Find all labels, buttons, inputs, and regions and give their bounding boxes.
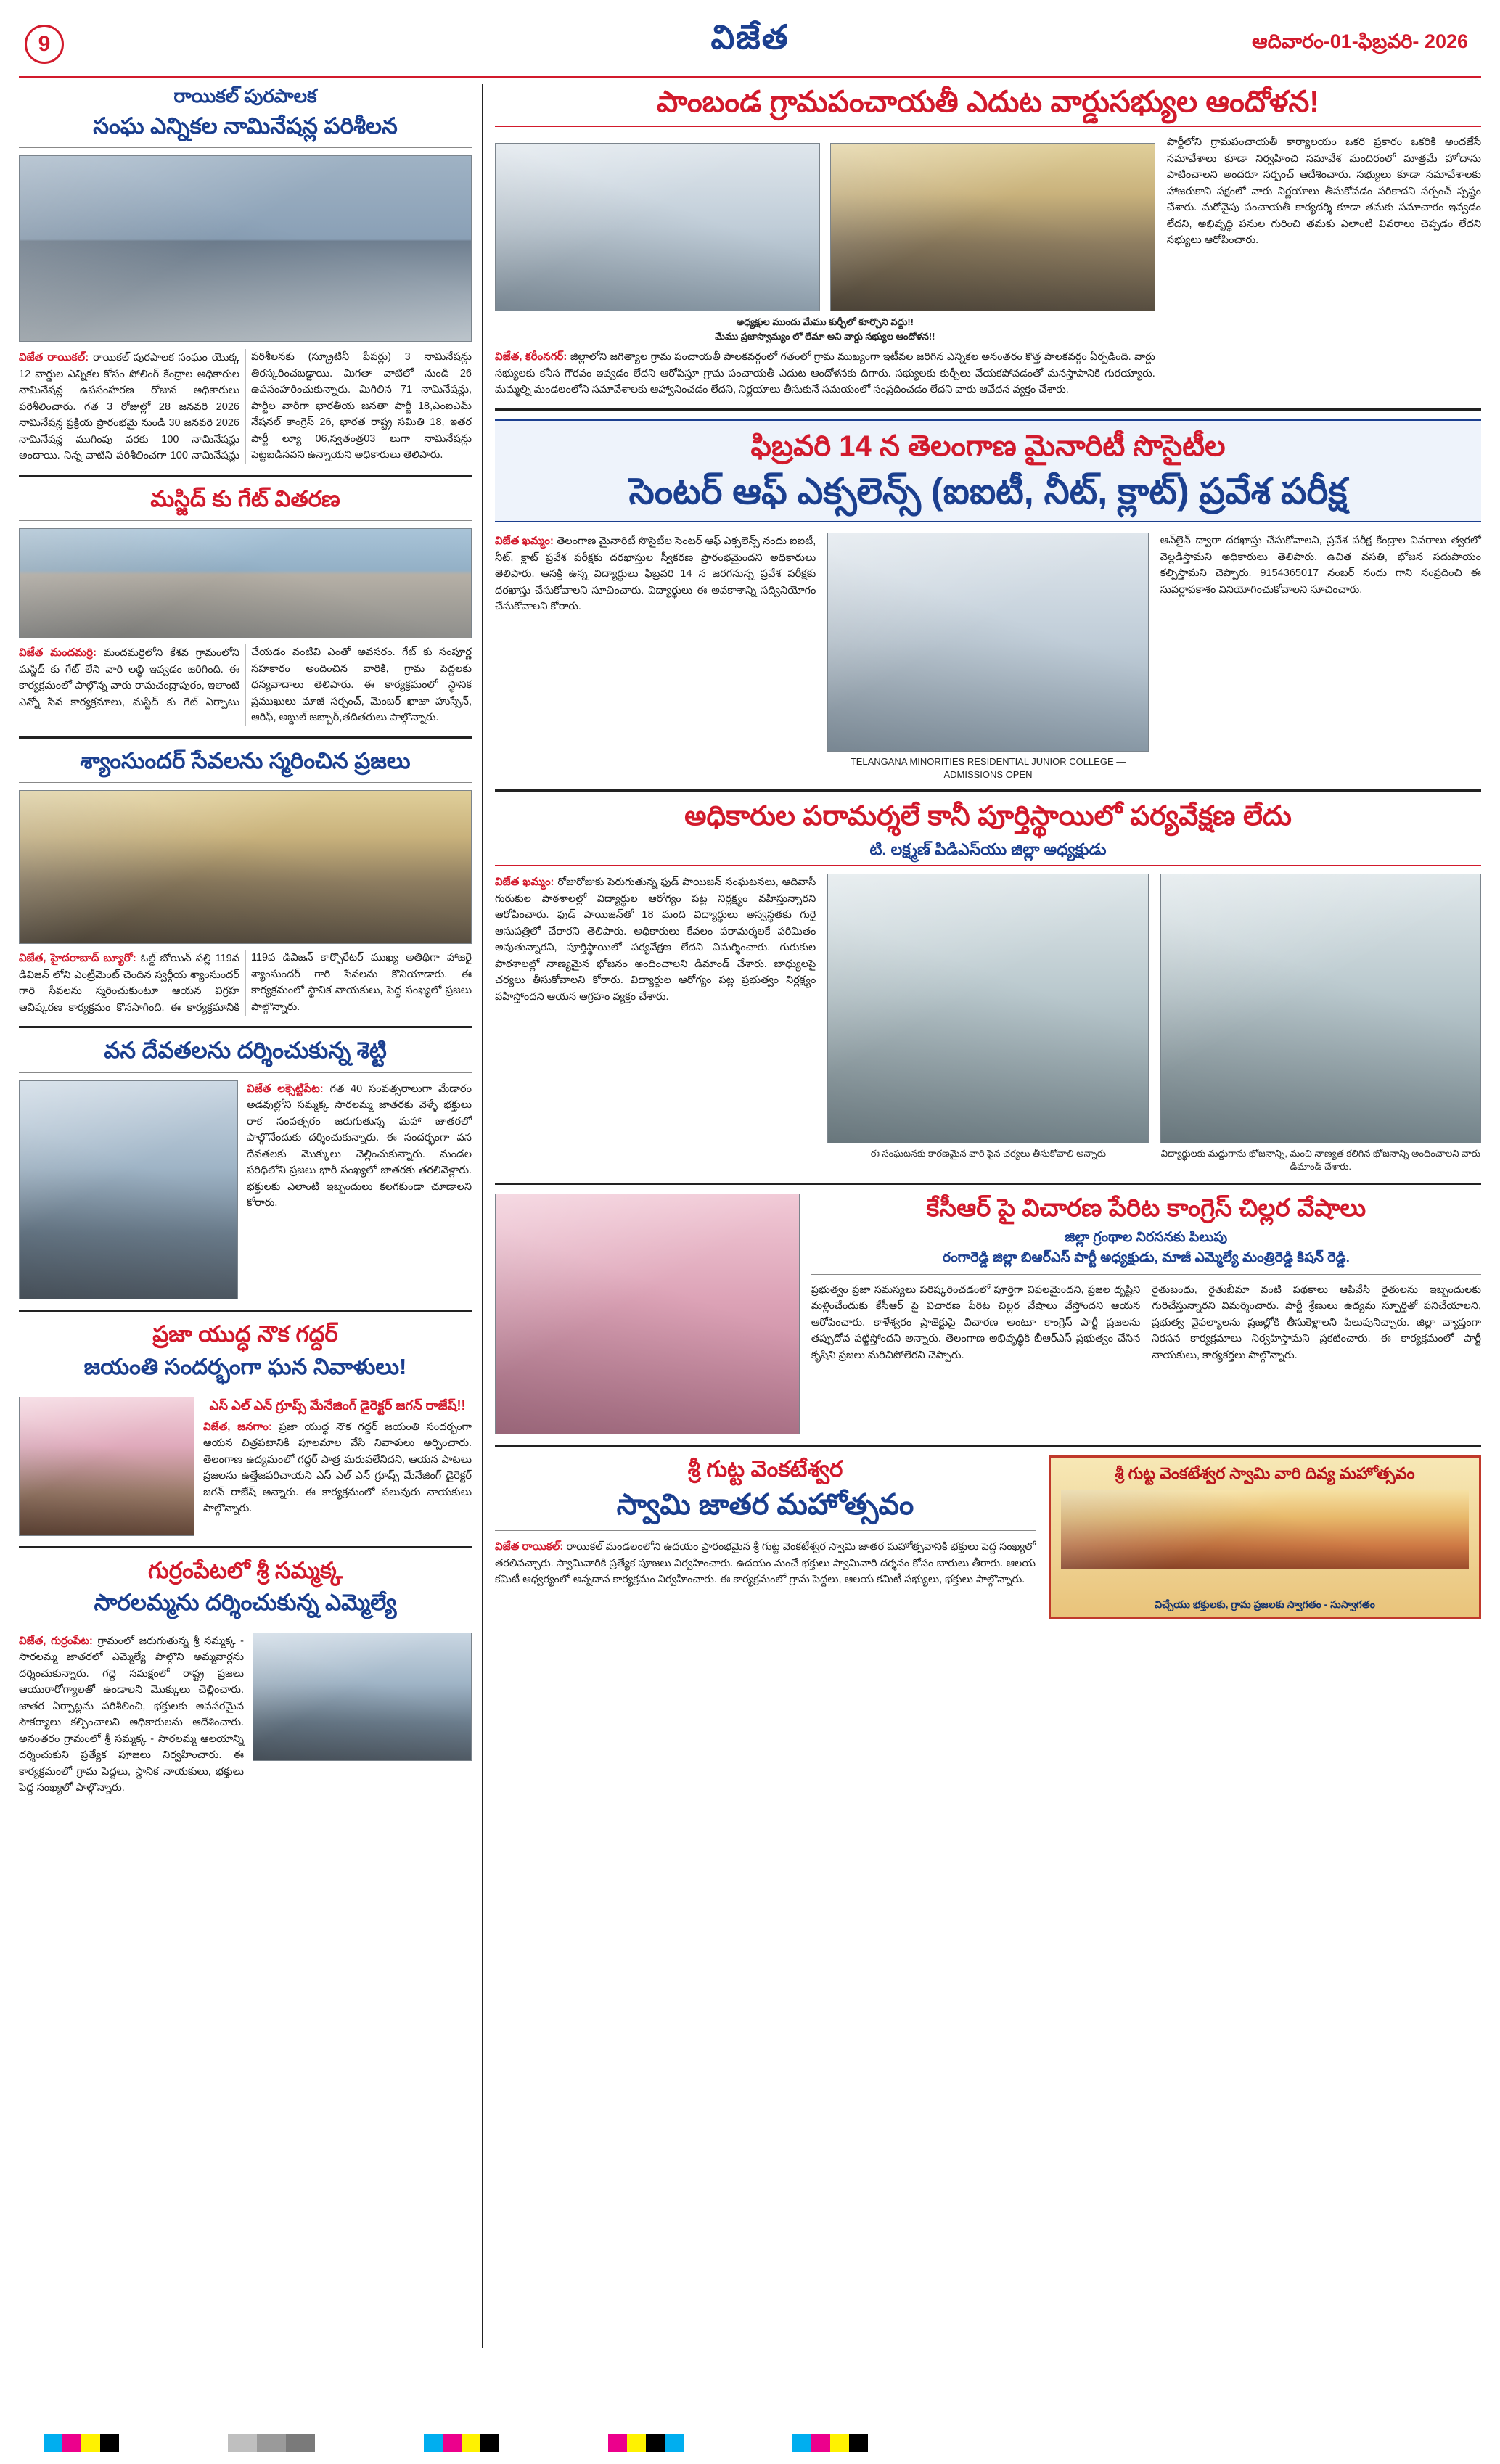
swatch-gray-light <box>228 2434 257 2452</box>
swatch-gray-mid <box>257 2434 286 2452</box>
article-food-poisoning-supervision <box>495 800 1481 1173</box>
lead-photo-2 <box>830 143 1155 311</box>
article-byline: విజేత మందమర్రి: <box>19 646 97 660</box>
lead-headline: పాంబండ గ్రామపంచాయతీ ఎదుట వార్డుసభ్యుల ఆందోళన! <box>657 85 1319 118</box>
edu-headline-line1: ఫిబ్రవరి 14 న తెలంగాణ మైనారిటీ సొసైటీల <box>750 430 1226 462</box>
politics-photo <box>495 1194 800 1434</box>
temple-headline-line2: స్వామి జాతర మహోత్సవం <box>616 1489 914 1521</box>
article-headline: మస్జిద్ కు గేట్ వితరణ <box>150 485 340 512</box>
swatch-cyan <box>792 2434 811 2452</box>
health-subhead: టి. లక్ష్మణ్ పిడిఎస్‌యు జిల్లా అధ్యక్షుడు <box>869 839 1107 858</box>
masthead <box>19 16 1481 78</box>
health-photo-1 <box>827 874 1148 1143</box>
right-column <box>483 84 1481 2348</box>
article-kicker: రాయికల్ పురపాలక <box>173 85 317 107</box>
article-headline: జయంతి సందర్భంగా ఘన నివాళులు! <box>83 1353 407 1379</box>
article-body: రాయికల్ పురపాలక సంఘం యొక్క 12 వార్డుల ఎన్నికల కోసం పోలింగ్ కేంద్రాల అధికారుల నామినేషన్ల ఉపసంహరణ రోజున అధికారులు పరిశీలించారు. గత 3 రోజుల్లో 28 జనవరి 2026 నామినేషన్ల ప్రక్రియ ప్రారంభమై నుండి 30 జనవరి 2026 నామినేషన్ల ముగింపు వరకు 100 నామినేషన్లు అందాయి. నిన్న వాటిని పరిశీలించగా 100 నామినేషన్లు పరిశీలనకు (స్క్రూటినీ పేపర్లు) 3 నామినేషన్లు తిరస్కరించబడ్డాయి. మిగతా వాటిలో నుండి 26 ఉపసంహరించుకున్నారు. మిగిలిన 71 నామినేషన్లు, పార్టీల వారీగా భారతీయ జనతా పార్టీ 18,ఎంఐఎమ్ నేషనల్ కాంగ్రెస్ 26, భారత రాష్ట్ర సమితి 18, ఇతర పార్టీ ల్యూ 06,స్వతంత్ర03 లుగా నామినేషన్లు పెట్టబడినవని ఉన్నాయని అధికారులు తెలిపారు. <box>19 351 472 462</box>
article-photo <box>19 155 472 342</box>
lead-photo-1 <box>495 143 820 311</box>
article-photo <box>19 1080 238 1299</box>
swatch-gray-dark <box>286 2434 315 2452</box>
health-byline: విజేత ఖమ్మం: <box>495 876 554 889</box>
health-photo-caption-1: ఈ సంఘటనకు కారణమైన వారి పైన చర్యలు తీసుకోవాలి అన్నారు <box>869 1148 1106 1159</box>
article-raikal-nominations <box>19 84 472 464</box>
swatch-cyan <box>665 2434 684 2452</box>
left-column <box>19 84 483 2348</box>
article-kicker: గుర్రంపేటలో శ్రీ సమ్మక్క <box>147 1557 343 1583</box>
cmyk-swatch-group-2 <box>424 2434 499 2452</box>
lead-byline: విజేత, కరీంనగర్: <box>495 350 567 364</box>
article-subheadline: ఎస్ ఎల్ ఎన్ గ్రూప్స్ మేనేజింగ్ డైరెక్టర్ జగన్ రాజేష్!! <box>209 1397 466 1413</box>
edu-body-col1: తెలంగాణ మైనారిటీ సొసైటీల సెంటర్ ఆఫ్ ఎక్సలెన్స్ నందు ఐఐటీ, నీట్, క్లాట్ ప్రవేశ పరీక్షకు దరఖాస్తుల స్వీకరణ ప్రారంభమైందని అధికారులు తెలిపారు. ఆసక్తి ఉన్న విద్యార్థులు ఫిబ్రవరి 14 న జరగనున్న ప్రవేశ పరీక్షకు దరఖాస్తు చేసుకోవాలని సూచించారు. విద్యార్థులు ఈ అవకాశాన్ని సద్వినియోగం చేసుకోవాలని కోరారు. <box>495 535 816 613</box>
temple-advertisement <box>1049 1455 1481 1619</box>
temple-ad-footer: విచ్చేయు భక్తులకు, గ్రామ ప్రజలకు స్వాగతం - సుస్వాగతం <box>1155 1598 1375 1611</box>
cmyk-swatch-group-3 <box>608 2434 684 2452</box>
article-byline: విజేత లక్సెట్టిపేట: <box>247 1083 324 1095</box>
temple-ad-image <box>1061 1490 1469 1569</box>
swatch-magenta <box>811 2434 830 2452</box>
article-byline: విజేత రాయికల్: <box>19 351 89 364</box>
article-kicker: ప్రజా యుద్ధ నౌక గద్దర్ <box>152 1321 338 1347</box>
print-registration-bar <box>0 2422 1500 2464</box>
edu-body-col3: ఆన్‌లైన్ ద్వారా దరఖాస్తు చేసుకోవాలని, ప్రవేశ పరీక్ష కేంద్రాల వివరాలు త్వరలో వెల్లడిస్తామని అధికారులు తెలిపారు. ఉచిత వసతి, భోజన సదుపాయం కల్పిస్తామని చెప్పారు. 9154365017 నంబర్ నందు గాని సంప్రదించి ఈ సువర్ణావకాశం వినియోగించుకోవాలని సూచించారు. <box>1160 535 1481 596</box>
edu-byline: విజేత ఖమ్మం: <box>495 535 554 548</box>
article-body: గత 40 సంవత్సరాలుగా మేడారం అడవుల్లోని సమ్మక్క సారలమ్మ జాతరకు వెళ్ళే భక్తులు రాక సంవత్సరం జరుగుతున్న మహా జాతరలో పాల్గొనేందుకు దర్శించుకున్నారు. ఈ సందర్భంగా వన దేవతలకు మొక్కులు చెల్లించుకున్నారు. మండల పరిధిలోని ప్రజలు భారీ సంఖ్యలో జాతరకు తరలివెళ్లారు. భక్తులకు ఎలాంటి ఇబ్బందులు కలగకుండా చూడాలని కోరారు. <box>247 1083 472 1210</box>
swatch-black <box>646 2434 665 2452</box>
swatch-yellow <box>462 2434 480 2452</box>
article-body: ఓల్డ్ బోయిన్ పల్లి 119వ డివిజన్ లోని ఎంట్రీమెంట్ చెందిన స్వర్గీయ శ్యాంసుందర్ గారి సేవలను స్మరించుకుంటూ ఆయన విగ్రహ ఆవిష్కరణ కార్యక్రమం కొనసాగింది. ఈ కార్యక్రమానికి 119వ డివిజన్ కార్పొరేటర్ ముఖ్య అతిథిగా హాజరై శ్యాంసుందర్ గారి సేవలను కొనియాడారు. ఈ కార్యక్రమంలో స్థానిక నాయకులు, పెద్ద సంఖ్యలో ప్రజలు పాల్గొన్నారు. <box>19 952 472 1014</box>
article-body: మందమర్రిలోని కేశవ గ్రామంలోని మస్జిద్ కు గేట్ లేని వారి లబ్ధి ఇవ్వడం జరిగింది. ఈ కార్యక్రమంలో పాల్గొన్న వారు రామచంద్రాపురం, ఇలాంటి ఎన్నో సేవ కార్యక్రమాలు, మస్జిద్ కు గేట్ ఏర్పాటు చేయడం వంటివి ఎంతో అవసరం. గేట్ కు సంపూర్ణ సహకారం అందించిన వారికి, గ్రామ పెద్దలకు ధన్యవాదాలు తెలిపారు. ఈ కార్యక్రమంలో స్థానిక ప్రముఖులు మాజీ సర్పంచ్, మెంబర్ ఖాజా హుస్సేన్, ఆరిఫ్, అబ్దుల్ జబ్బార్,తదితరులు పాల్గొన్నారు. <box>19 646 472 724</box>
article-photo <box>19 528 472 638</box>
page-number: 9 <box>25 25 64 64</box>
cmyk-swatch-group-4 <box>792 2434 868 2452</box>
swatch-cyan <box>424 2434 443 2452</box>
swatch-black <box>849 2434 868 2452</box>
cmyk-swatch-group-1 <box>44 2434 119 2452</box>
article-gurrampeta-sammakka <box>19 1557 472 1796</box>
article-byline: విజేత, గుర్రంపేట: <box>19 1635 93 1647</box>
article-body: ప్రజా యుద్ధ నౌక గద్దర్ జయంతి సందర్భంగా ఆయన చిత్రపటానికి పూలమాల వేసి నివాళులు అర్పించారు. తెలంగాణ ఉద్యమంలో గద్దర్ పాత్ర మరువలేనిదని, ఆయన పాటలు ప్రజలను ఉత్తేజపరిచాయని ఎస్ ఎల్ ఎన్ గ్రూప్స్ మేనేజింగ్ డైరెక్టర్ జగన్ రాజేష్ అన్నారు. ఈ కార్యక్రమంలో పలువురు నాయకులు పాల్గొన్నారు. <box>203 1421 472 1515</box>
article-byline: విజేత, జనగాం: <box>203 1420 272 1433</box>
article-vana-devatalu <box>19 1037 472 1299</box>
article-panchayat-protest <box>495 84 1481 398</box>
politics-subhead-1: జిల్లా గ్రంథాల నిరసనకు పిలుపు <box>1065 1230 1228 1246</box>
health-headline: అధికారుల పరామర్శలే కానీ పూర్తిస్థాయిలో పర్యవేక్షణ లేదు <box>684 801 1292 832</box>
article-temple-festival <box>495 1455 1481 1619</box>
swatch-cyan <box>44 2434 62 2452</box>
article-minority-entrance-exam <box>495 419 1481 523</box>
article-masjid-gate <box>19 485 472 726</box>
swatch-black <box>480 2434 499 2452</box>
logo-text: విజేత <box>710 18 790 56</box>
edu-photo <box>827 533 1148 752</box>
health-body: రోజురోజుకు పెరుగుతున్న ఫుడ్ పాయిజన్ సంఘటనలు, ఆదివాసీ గురుకుల పాఠశాలల్లో విద్యార్థుల ఆరోగ్యం పట్ల నిర్లక్ష్యం వహిస్తున్నారని ఆరోపించారు. ఫుడ్ పాయిజన్‌తో 18 మంది విద్యార్థులు అస్వస్థతకు గురై ఆసుపత్రిలో చేరారని తెలిపారు. అధికారులు కేవలం పరామర్శలకే పరిమితం అవుతున్నారని, పూర్తిస్థాయిలో పర్యవేక్షణ లేదని విమర్శించారు. గురుకుల పాఠశాలల్లో నాణ్యమైన భోజనం అందించాలని డిమాండ్ చేశారు. బాధ్యులపై చర్యలు తీసుకోవాలని కోరారు. విద్యార్థుల ఆరోగ్యం పట్ల ప్రభుత్వం నిర్లక్ష్యం వహిస్తోందని ఆయన ఆగ్రహం వ్యక్తం చేశారు. <box>495 876 816 1003</box>
article-shyamsundar-services <box>19 747 472 1017</box>
lead-photo-caption-2: మేము ప్రజాస్వామ్యం లో లేమా అని వార్డు సభ్యుల ఆందోళన!! <box>715 330 935 342</box>
article-kcr-inquiry <box>495 1194 1481 1434</box>
politics-subhead-2: రంగారెడ్డి జిల్లా బిఆర్ఎస్ పార్టీ అధ్యక్షుడు, మాజీ ఎమ్మెల్యే మంత్రిరెడ్డి కిషన్ రెడ్డి. <box>942 1250 1350 1266</box>
publication-logo <box>710 19 789 56</box>
lead-body-col1: జిల్లాలోని జగిత్యాల గ్రామ పంచాయతీ పాలకవర్గంలో గతంలో గ్రామ ముఖ్యంగా ఇటీవల జరిగిన ఎన్నికల అనంతరం కొత్త పాలకవర్గం ఏర్పడింది. వార్డు సభ్యులకు కనీస గౌరవం ఇవ్వడం లేదని ఆరోపిస్తూ గ్రామ పంచాయతీ ఎదుట ఆందోళనకు దిగారు. సభ్యులకు కుర్చీలు వేయకపోవడంతో మనస్తాపానికి గురయ్యారు. మమ్మల్ని మండలంలోని సమావేశాలకు ఆహ్వానించడం లేదని, నిర్ణయాలు తీసుకునే సమయంలో సంప్రదించడం లేదని వారు ఆవేదన వ్యక్తం చేశారు. <box>495 351 1155 396</box>
temple-byline: విజేత రాయికల్: <box>495 1540 564 1553</box>
swatch-black <box>100 2434 119 2452</box>
health-photo-caption-2: విద్యార్థులకు మద్దుగాను భోజనాన్ని, మంచి నాణ్యత కలిగిన భోజనాన్ని అందించాలని వారు డిమాండ్ చేశారు. <box>1160 1148 1480 1172</box>
swatch-yellow <box>830 2434 849 2452</box>
politics-body-col1: ప్రభుత్వం ప్రజా సమస్యలు పరిష్కరించడంలో పూర్తిగా విఫలమైందని, ప్రజల దృష్టిని మళ్లించేందుకు కేసీఆర్ పై విచారణ పేరిట చిల్లర వేషాలు వేస్తోందని ఆయన ఆరోపించారు. కాళేశ్వరం ప్రాజెక్టుపై విచారణ అంటూ కాంగ్రెస్ పార్టీ ప్రజలను తప్పుదోవ పట్టిస్తోందని అన్నారు. తెలంగాణ అభివృద్ధికి బీఆర్ఎస్ ప్రభుత్వం చేసిన కృషిని ప్రజలు మరిచిపోలేరని చెప్పారు. <box>811 1284 1141 1361</box>
politics-body-col2: రైతుబంధు, రైతుబీమా వంటి పథకాలు ఆపివేసి రైతులను ఇబ్బందులకు గురిచేస్తున్నారని విమర్శించారు. పార్టీ శ్రేణులు ఉద్యమ స్ఫూర్తితో పనిచేయాలని, ప్రభుత్వ వైఫల్యాలను ప్రజల్లోకి తీసుకెళ్లాలని పిలుపునిచ్చారు. జిల్లా వ్యాప్తంగా నిరసన కార్యక్రమాలు నిర్వహిస్తామని ప్రకటించారు. ఈ కార్యక్రమంలో పార్టీ నాయకులు, కార్యకర్తలు పాల్గొన్నారు. <box>1152 1284 1481 1361</box>
page-content <box>19 84 1481 2348</box>
swatch-yellow <box>81 2434 100 2452</box>
article-byline: విజేత, హైదరాబాద్ బ్యూరో: <box>19 952 136 965</box>
health-photo-2 <box>1160 874 1481 1143</box>
edu-photo-caption: TELANGANA MINORITIES RESIDENTIAL JUNIOR COLLEGE — ADMISSIONS OPEN <box>850 756 1126 780</box>
temple-body: రాయికల్ మండలంలోని ఉదయం ప్రారంభమైన శ్రీ గుట్ట వెంకటేశ్వర స్వామి జాతర మహోత్సవానికి భక్తులు పెద్ద సంఖ్యలో తరలివచ్చారు. స్వామివారికి ప్రత్యేక పూజలు నిర్వహించారు. ఉదయం నుంచే భక్తులు స్వామివారి దర్శనం కోసం బారులు తీరారు. ఆలయ కమిటీ ఆధ్వర్యంలో అన్నదాన కార్యక్రమం నిర్వహించారు. ఈ కార్యక్రమంలో గ్రామ పెద్దలు, ఆలయ కమిటీ సభ్యులు, భక్తులు పాల్గొన్నారు. <box>495 1541 1036 1586</box>
gray-swatch-group <box>228 2434 315 2452</box>
swatch-magenta <box>443 2434 462 2452</box>
politics-headline: కేసీఆర్ పై విచారణ పేరిట కాంగ్రెస్ చిల్లర వేషాలు <box>926 1194 1366 1223</box>
temple-headline-line1: శ్రీ గుట్ట వెంకటేశ్వర <box>687 1456 843 1482</box>
article-headline: శ్యాంసుందర్ సేవలను స్మరించిన ప్రజలు <box>80 747 411 773</box>
article-body: గ్రామంలో జరుగుతున్న శ్రీ సమ్మక్క - సారలమ్మ జాతరలో ఎమ్మెల్యే పాల్గొని అమ్మవార్లను దర్శించుకున్నారు. గద్దె సమక్షంలో రాష్ట్ర ప్రజలు ఆయురారోగ్యాలతో ఉండాలని మొక్కులు చెల్లించారు. జాతర ఏర్పాట్లను పరిశీలించి, భక్తులకు అవసరమైన సౌకర్యాలు కల్పించాలని అధికారులను ఆదేశించారు. అనంతరం గ్రామంలో శ్రీ సమ్మక్క - సారలమ్మ ఆలయాన్ని దర్శించుకుని ప్రత్యేక పూజలు నిర్వహించారు. ఈ కార్యక్రమంలో గ్రామ పెద్దలు, స్థానిక నాయకులు, భక్తులు పెద్ద సంఖ్యలో పాల్గొన్నారు. <box>19 1635 245 1794</box>
swatch-magenta <box>608 2434 627 2452</box>
article-photo <box>19 790 472 944</box>
article-headline: సంఘ ఎన్నికల నామినేషన్ల పరిశీలన <box>93 112 398 139</box>
swatch-magenta <box>62 2434 81 2452</box>
article-photo <box>253 1633 472 1761</box>
temple-ad-title: శ్రీ గుట్ట వెంకటేశ్వర స్వామి వారి దివ్య మహోత్సవం <box>1115 1464 1415 1483</box>
article-photo <box>19 1397 194 1536</box>
article-headline: సారలమ్మను దర్శించుకున్న ఎమ్మెల్యే <box>94 1590 397 1616</box>
edu-headline-line2: సెంటర్ ఆఫ్ ఎక్సలెన్స్ (ఐఐటీ, నీట్, క్లాట్) ప్రవేశ పరీక్ష <box>628 470 1348 512</box>
article-headline: వన దేవతలను దర్శించుకున్న శెట్టి <box>104 1038 387 1064</box>
issue-date: ఆదివారం-01-ఫిబ్రవరి- 2026 <box>1252 30 1468 52</box>
lead-photo-caption-1: అధ్యక్షుల ముందు మేము కుర్చీలో కూర్చొని వద్దు!! <box>736 316 914 328</box>
article-gaddar-jayanti <box>19 1321 472 1536</box>
lead-body-col2: పార్టీలోని గ్రామపంచాయతీ కార్యాలయం ఒకరి ప్రకారం ఒకరికి అందజేసే సమావేశాలు కూడా నిర్వహించి సమావేశ మందిరంలో మాత్రమే హోదాను పాటించాలని అందరూ సర్పంచ్ ఆదేశించారు. సభ్యులు కూడా సమావేశాలకు హాజరుకాని పక్షంలో వారు నిర్ణయాలు తీసుకోవడం సరికాదని సర్పంచ్ స్పష్టం చేశారు. మరోవైపు పంచాయతీ కార్యదర్శి కూడా తమకు సమాచారం ఇవ్వడం లేదని, అభివృద్ధి పనుల గురించి తమకు ఎలాంటి వివరాలు చెప్పడం లేదని సభ్యులు ఆరోపించారు. <box>1166 136 1481 246</box>
swatch-yellow <box>627 2434 646 2452</box>
